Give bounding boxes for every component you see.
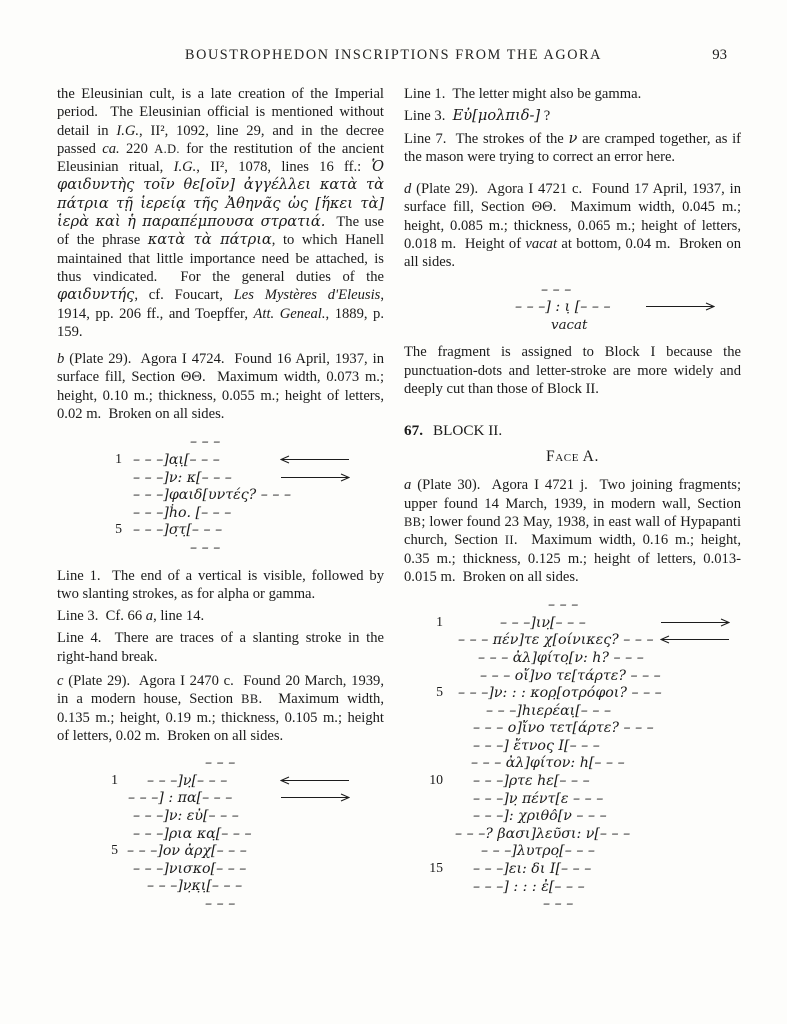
inscription-line — [57, 895, 384, 913]
inscription-line — [404, 754, 741, 772]
inscription-line — [404, 842, 741, 860]
inscription-text: – – –]hιερέαι̣[– – – — [486, 702, 612, 719]
inscription-line — [57, 825, 384, 843]
inscription-line — [57, 877, 384, 895]
text-run: b — [57, 351, 65, 368]
line-number: 10 — [429, 772, 443, 788]
inscription-line — [57, 469, 384, 487]
line-number: 1 — [115, 450, 122, 466]
arrow-right-icon — [660, 618, 730, 627]
inscription-line — [404, 281, 741, 299]
text-run: , II², 1092, line 29, and in the decree passed — [57, 122, 384, 157]
inscription-line — [404, 772, 741, 790]
inscription-block-c — [57, 754, 384, 912]
inscription-line — [404, 719, 741, 737]
text-run: (Plate 30). Agora I 4721 j. Two joining fragments; upper found 14 March, 1939, in modern wall, Section — [404, 477, 741, 512]
inscription-line — [404, 860, 741, 878]
paragraph-fragment-d — [404, 180, 741, 271]
line-number: 5 — [115, 521, 122, 537]
inscription-text: – – –]ν̣[– – – — [147, 772, 228, 789]
inscription-text: – – –]α̣ι̣[– – – — [133, 451, 220, 468]
inscription-text: – – –] : ι̣ [– – – — [515, 299, 611, 316]
inscription-line — [404, 737, 741, 755]
inscription-block-d — [404, 281, 741, 334]
note-b-line-4 — [57, 629, 384, 666]
text-run: for the restitution of the ancient Eleusinian ritual, — [57, 140, 384, 176]
inscription-text: – – – — [190, 434, 221, 451]
inscription-text: – – – — [541, 281, 572, 298]
text-run: , 1889, p. 159. — [57, 305, 384, 340]
arrow-right-icon — [280, 793, 350, 802]
text-run: (Plate 29). Agora I 2470 c. Found 20 March, 1939, in a modern house, Section — [57, 672, 384, 708]
inscription-text: – – – — [190, 539, 221, 556]
text-run: The fragment is assigned to Block I because the punctuation-dots and letter-stroke are more widely and deeply cut than those of Block II. — [404, 344, 741, 398]
section-title: BLOCK II. — [432, 422, 503, 440]
line-number: 15 — [429, 860, 443, 876]
left-column — [57, 85, 384, 923]
text-run: Line 3. Cf. 66 — [57, 608, 146, 625]
text-run: vacat — [525, 236, 558, 253]
inscription-line — [57, 486, 384, 504]
inscription-text: – – – οἴ]νο τε[τάρτε? – – – — [480, 667, 661, 684]
inscription-text: vacat — [551, 317, 588, 333]
text-run: , II², 1078, lines 16 ff.: — [196, 159, 372, 176]
text-run: , 1914, pp. 206 ff., and Toepffer, — [57, 287, 384, 322]
text-run: Line 4. There are traces of a slanting stroke in the right-hand break. — [57, 630, 384, 665]
line-number: 5 — [436, 684, 443, 700]
vacat-label — [404, 316, 741, 334]
text-run: the Eleusinian cult, is a late creation of the Imperial period. The Eleusinian official is mentioned without detail in — [57, 86, 384, 139]
inscription-line — [57, 807, 384, 825]
paragraph-eleusinian-intro — [57, 85, 384, 341]
inscription-text: – – – — [205, 895, 236, 912]
inscription-line — [404, 596, 741, 614]
inscription-line — [404, 614, 741, 632]
inscription-text: – – –]σ̣τ̣[– – – — [133, 522, 223, 539]
line-number: 5 — [111, 842, 118, 858]
paragraph-block-assignment — [404, 343, 741, 398]
inscription-text: – – –]ει: δι Ι[– – – — [473, 861, 592, 878]
inscription-text: – – – — [543, 896, 574, 913]
arrow-right-icon — [280, 473, 350, 482]
arrow-right-icon — [645, 302, 715, 311]
text-run: at bottom, 0.04 m. Broken on all sides. — [404, 236, 741, 271]
arrow-left-icon — [280, 455, 350, 464]
arrow-left-icon — [660, 635, 730, 644]
text-run: ; lower found 23 May, 1938, in east wall of Hypapanti church, Section — [404, 513, 741, 549]
inscription-line — [404, 702, 741, 720]
inscription-text: – – –]ρια κα̣[– – – — [133, 825, 252, 842]
text-run: BB — [404, 514, 422, 529]
text-run: (Plate 29). Agora I 4721 c. Found 17 April, 1937, in surface fill, Section ΘΘ. Maximum width, 0.045 m.; height, 0.085 m.; thickness, 0.065 m.; height of letters, 0.018 m. Height of — [404, 181, 741, 253]
inscription-line — [404, 298, 741, 316]
text-run: κατὰ τὰ πάτρια — [147, 231, 272, 249]
text-run: , line 14. — [153, 608, 205, 625]
inscription-text: – – –]ν: εὐ[– – – — [133, 807, 239, 824]
paragraph-fragment-b — [57, 350, 384, 423]
inscription-text: – – – — [205, 755, 236, 772]
text-run: Les Mystères d'Eleusis — [233, 287, 381, 304]
note-b-line-3 — [57, 607, 384, 625]
text-run: I.G. — [173, 159, 197, 176]
inscription-text: – – –]ν: : : κορ̣[οτρόφοι? – – – — [458, 685, 662, 702]
text-run: Line 1. The end of a vertical is visible, followed by two slanting strokes, as for alpha or gamma. — [57, 567, 384, 602]
text-run: Εὐ[μολπιδ-] — [452, 107, 541, 125]
inscription-text: – – –]νισκο[– – – — [133, 860, 247, 877]
running-header — [0, 47, 787, 64]
inscription-line — [57, 521, 384, 539]
inscription-line — [404, 649, 741, 667]
text-run: BB — [241, 692, 259, 707]
inscription-line — [57, 789, 384, 807]
arrow-left-icon — [280, 776, 350, 785]
text-run: II — [504, 533, 514, 548]
inscription-text: – – –] : : : ἐ[– – – — [473, 878, 585, 895]
text-run: , to which Hanell maintained that little importance need be attached, is thus vindicated. For the general duties of the — [57, 232, 384, 285]
inscription-text: – – – — [548, 597, 579, 614]
right-column — [404, 85, 741, 923]
inscription-text: – – –] : πα[– – – — [128, 790, 233, 807]
inscription-text: – – –]ον ἀρχ[– – – — [127, 843, 247, 860]
text-run: (Plate 29). Agora I 4724. Found 16 April, 1937, in surface fill, Section ΘΘ. Maximum width, 0.073 m.; height, 0.10 m.; thickness, 0.055 m.; height of letters, 0.02 m. Broken on all sides. — [57, 351, 384, 423]
text-run: A.D. — [154, 141, 180, 156]
text-run: φαιδυντής — [57, 286, 135, 304]
inscription-line — [404, 878, 741, 896]
paragraph-fragment-c — [57, 672, 384, 745]
inscription-line — [404, 667, 741, 685]
inscription-line — [404, 790, 741, 808]
inscription-text: – – –]ιν̣[– – – — [500, 614, 586, 631]
inscription-text: – – –]ḣο. [– – – — [133, 504, 232, 521]
inscription-line — [57, 504, 384, 522]
inscription-line — [57, 539, 384, 557]
inscription-text: – – –]ν̣ πέντ[ε – – – — [473, 790, 604, 807]
inscription-line — [57, 772, 384, 790]
section-heading-67 — [404, 422, 741, 440]
inscription-line — [404, 631, 741, 649]
inscription-line — [57, 860, 384, 878]
inscription-line — [57, 451, 384, 469]
inscription-text: – – – πέν]τε χ[οίνικες? – – – — [458, 632, 654, 649]
text-run: The use of the phrase — [57, 214, 384, 249]
inscription-text: – – –]: χριθο̂[ν – – – — [473, 808, 607, 825]
paragraph-fragment-a — [404, 476, 741, 586]
inscription-line — [57, 842, 384, 860]
inscription-text: – – –]φαιδ[υντές? – – – — [133, 487, 292, 504]
inscription-line — [404, 684, 741, 702]
line-number: 1 — [436, 613, 443, 629]
text-run: . Maximum width, 0.135 m.; height, 0.19 m.; thickness, 0.105 m.; height of letters, 0.02 m. Broken on all sides. — [57, 691, 384, 744]
text-run: a — [145, 608, 154, 625]
text-run: ν — [568, 129, 578, 147]
text-run: I.G. — [116, 122, 140, 139]
two-column-body — [57, 85, 741, 923]
inscription-block-b — [57, 433, 384, 556]
text-run: Line 7. The strokes of the — [404, 130, 569, 147]
inscription-text: – – –]ρτε hε[– – – — [473, 773, 590, 790]
inscription-text: – – – ἀλ]φίτο̣[ν: h? – – – — [478, 649, 644, 666]
text-run: , cf. Foucart, — [134, 287, 234, 304]
text-run: are cramped together, as if the mason were trying to correct an error here. — [404, 130, 742, 165]
text-run: ca. — [102, 140, 120, 157]
text-run: d — [404, 181, 412, 198]
note-c-line-1 — [404, 85, 741, 103]
page-number: 93 — [712, 47, 727, 63]
text-run: Att. Geneal. — [253, 305, 326, 322]
page-title: BOUSTROPHEDON INSCRIPTIONS FROM THE AGORA — [185, 47, 602, 63]
note-c-line-3 — [404, 107, 741, 125]
text-run: c — [57, 672, 64, 689]
note-c-line-7 — [404, 130, 741, 167]
face-a-heading: Face A. — [545, 448, 600, 466]
inscription-text: – – –? βασι]λεῦσι: ν[– – – — [455, 825, 631, 842]
text-run: 220 — [119, 140, 155, 157]
inscription-line — [57, 433, 384, 451]
inscription-line — [404, 825, 741, 843]
inscription-line — [404, 895, 741, 913]
inscription-line — [404, 807, 741, 825]
inscription-text: – – –]ν̣κ̣ι̣[– – – — [147, 878, 243, 895]
inscription-line — [57, 754, 384, 772]
inscription-text: – – –] ἔτνος Ι[– – – — [473, 737, 600, 754]
line-number: 1 — [111, 771, 118, 787]
section-number: 67. — [404, 422, 423, 440]
text-run: Ὁ φαιδυντὴς τοῖν θε[οῖν] ἀγγέλλει κατὰ τὰ πάτρια τῇ ἱερείᾳ τῆς Ἀθηνᾶς ὡς [ἥκει τὰ] ἱερὰ καὶ ἡ παραπέμπουσα στρατιά. — [57, 158, 384, 231]
inscription-text: – – – ἀλ]φίτον: h[– – – — [471, 755, 625, 772]
text-run: Line 3. — [404, 108, 453, 125]
text-run: Line 1. The letter might also be gamma. — [404, 86, 642, 102]
inscription-text: – – –]λυτρο̣[– – – — [481, 843, 596, 860]
inscription-text: – – – ο]ἴνο τετ[άρτε? – – – — [473, 720, 654, 737]
note-b-line-1 — [57, 567, 384, 604]
text-run: ? — [540, 108, 551, 125]
inscription-text: – – –]ν: κ[– – – — [133, 469, 232, 486]
text-run: . Maximum width, 0.16 m.; height, 0.35 m.; thickness, 0.125 m.; height of letters, 0.013-0.015 m. Broken on all sides. — [404, 532, 741, 585]
inscription-block-a — [404, 596, 741, 913]
text-run: a — [404, 477, 412, 494]
